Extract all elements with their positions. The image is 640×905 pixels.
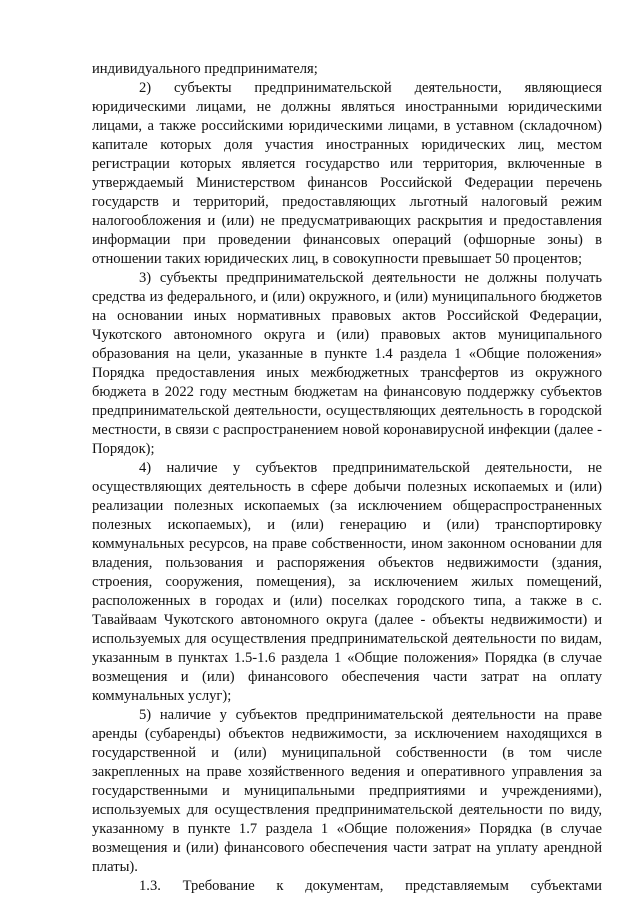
paragraph-item-4: 4) наличие у субъектов предпринимательской деятельности, не осуществляющих деятельность в сфере добычи полезных ископаемых и (или) реализации полезных ископаемых (за исключением общераспространенных полезных ископаемых), и (или) генерацию и (или) транспортировку коммунальных ресурсов, на праве собственности, ином законном основании для владения, пользования и распоряжения объектов недвижимости (здания, строения, сооружения, помещения), за исключением жилых помещений, расположенных в городах и (или) поселках городского типа, а также в с. Тавайваам Чукотского автономного округа (далее - объекты недвижимости) и используемых для осуществления предпринимательской деятельности по видам, указанным в пунктах 1.5-1.6 раздела 1 «Общие положения» Порядка (в случае возмещения и (или) финансового обеспечения части затрат на оплату коммунальных услуг); [92,460,602,704]
paragraph-item-5: 5) наличие у субъектов предпринимательской деятельности на праве аренды (субаренды) объектов недвижимости, за исключением находящихся в государственной и (или) муниципальной собственности (в том числе закрепленных на праве хозяйственного ведения и оперативного управления за государственными и муниципальными предприятиями и учреждениями), используемых для осуществления предпринимательской деятельности по виду, указанному в пункте 1.7 раздела 1 «Общие положения» Порядка (в случае возмещения и (или) финансового обеспечения части затрат на уплату арендной платы). [92,707,602,875]
paragraph-continuation: индивидуального предпринимателя; [92,61,318,77]
paragraph-section-1-3: 1.3. Требование к документам, представляемым субъектами [139,878,602,894]
paragraph-item-2: 2) субъекты предпринимательской деятельности, являющиеся юридическими лицами, не должны являться иностранными юридическими лицами, а также российскими юридическими лицами, в уставном (складочном) капитале которых доля участия иностранных юридических лиц, местом регистрации которых является государство или территория, включенные в утверждаемый Министерством финансов Российской Федерации перечень государств и территорий, предоставляющих льготный налоговый режим налогообложения и (или) не предусматривающих раскрытия и предоставления информации при проведении финансовых операций (офшорные зоны) в отношении таких юридических лиц, в совокупности превышает 50 процентов; [92,80,602,267]
paragraph-item-3: 3) субъекты предпринимательской деятельности не должны получать средства из федерального, и (или) окружного, и (или) муниципального бюджетов на основании иных нормативных правовых актов Российской Федерации, Чукотского автономного округа и (или) правовых актов муниципального образования на цели, указанные в пункте 1.4 раздела 1 «Общие положения» Порядка предоставления иных межбюджетных трансфертов из окружного бюджета в 2022 году местным бюджетам на финансовую поддержку субъектов предпринимательской деятельности, осуществляющих деятельность в городской местности, в связи с распространением новой коронавирусной инфекции (далее - Порядок); [92,270,602,457]
